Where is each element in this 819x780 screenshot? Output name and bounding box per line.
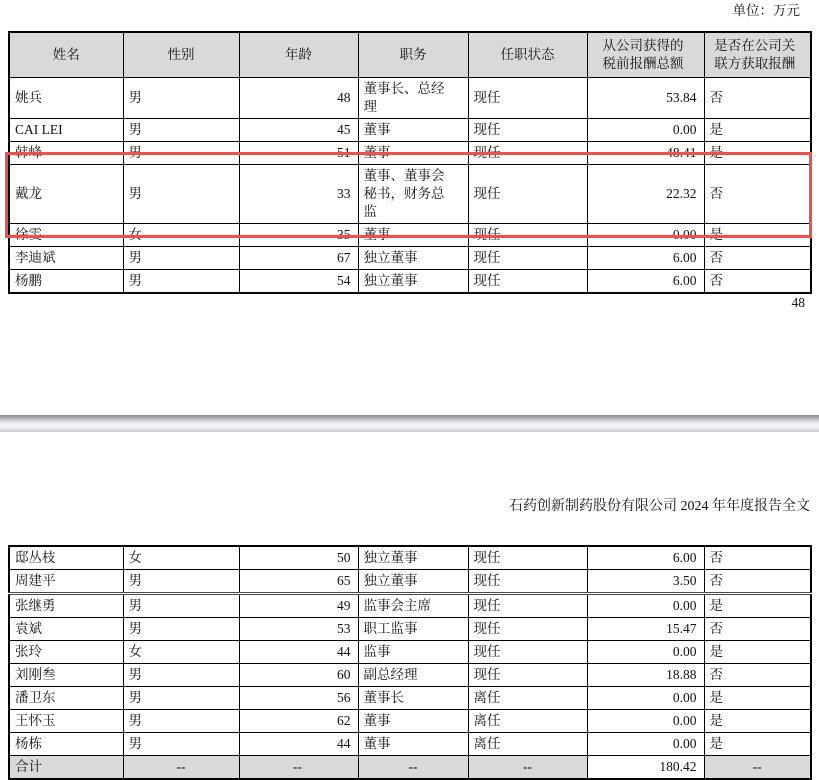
cell-gender — [123, 733, 239, 756]
cell-name — [9, 270, 123, 294]
cell-related — [704, 270, 811, 294]
cell-text: 韩峰 — [15, 145, 42, 160]
cell-text: 现任 — [473, 550, 501, 565]
cell-position — [358, 570, 468, 594]
cell-text: 姚兵 — [15, 90, 42, 105]
cell-text: 65 — [337, 573, 351, 588]
cell-pay — [587, 546, 704, 570]
cell-text: 否 — [709, 573, 723, 588]
cell-text: 否 — [709, 621, 723, 636]
cell-related — [704, 687, 811, 710]
cell-age — [239, 270, 358, 294]
cell-name — [9, 733, 123, 756]
cell-status — [468, 618, 587, 641]
cell-gender — [123, 78, 239, 119]
cell-pay — [587, 270, 704, 294]
cell-text: 现任 — [473, 667, 501, 682]
cell-text: 否 — [709, 250, 723, 265]
cell-position — [358, 224, 468, 247]
cell-text: 6.00 — [672, 550, 697, 565]
page-number: 48 — [791, 295, 805, 310]
cell-position — [358, 546, 468, 570]
cell-text: 现任 — [473, 273, 501, 288]
cell-related — [704, 78, 811, 119]
cell-age — [239, 618, 358, 641]
total-cell-status — [468, 756, 587, 780]
cell-text: 董事长、总经理 — [363, 81, 445, 114]
table-row — [9, 78, 811, 119]
cell-status — [468, 594, 587, 618]
cell-gender — [123, 224, 239, 247]
cell-text: -- — [523, 759, 532, 774]
cell-text: 王怀玉 — [15, 713, 56, 728]
cell-text: 53.84 — [666, 90, 697, 105]
cell-gender — [123, 142, 239, 165]
cell-text: 现任 — [473, 186, 501, 201]
cell-gender — [123, 664, 239, 687]
cell-gender — [123, 270, 239, 294]
cell-text: 男 — [128, 667, 142, 682]
cell-status — [468, 733, 587, 756]
table-row — [9, 570, 811, 594]
cell-text: 现任 — [473, 621, 501, 636]
cell-text: 独立董事 — [363, 573, 418, 588]
cell-gender — [123, 710, 239, 733]
cell-text: CAI LEI — [15, 122, 63, 137]
cell-text: 男 — [128, 621, 142, 636]
cell-text: 60 — [337, 667, 351, 682]
cell-text: 现任 — [473, 573, 501, 588]
cell-text: 独立董事 — [363, 273, 418, 288]
table-row — [9, 664, 811, 687]
cell-text: 0.00 — [672, 122, 697, 137]
cell-related — [704, 733, 811, 756]
cell-name — [9, 119, 123, 142]
cell-related — [704, 142, 811, 165]
table-row — [9, 142, 811, 165]
cell-text: 现任 — [473, 145, 501, 160]
cell-related — [704, 247, 811, 270]
cell-gender — [123, 119, 239, 142]
cell-related — [704, 119, 811, 142]
cell-age — [239, 664, 358, 687]
cell-text: 180.42 — [659, 759, 697, 774]
cell-text: 董事 — [363, 145, 391, 160]
cell-text: 董事 — [363, 227, 391, 242]
cell-text: 51 — [337, 145, 351, 160]
cell-text: 现任 — [473, 598, 501, 613]
cell-age — [239, 733, 358, 756]
cell-text: -- — [408, 759, 418, 774]
cell-text: 是 — [709, 598, 723, 613]
cell-age — [239, 594, 358, 618]
table-row — [9, 119, 811, 142]
cell-text: 张继勇 — [15, 598, 56, 613]
cell-text: 56 — [337, 690, 351, 705]
table-row — [9, 594, 811, 618]
table-row — [9, 687, 811, 710]
cell-text: 男 — [128, 145, 142, 160]
cell-pay — [587, 119, 704, 142]
cell-text: 杨栋 — [15, 736, 42, 751]
cell-related — [704, 224, 811, 247]
cell-text: 48 — [337, 90, 351, 105]
cell-text: 男 — [128, 250, 142, 265]
cell-text: 是 — [709, 122, 723, 137]
cell-status — [468, 641, 587, 664]
cell-text: 李迪斌 — [15, 250, 56, 265]
table-header-row — [9, 32, 811, 78]
cell-text: 否 — [709, 667, 723, 682]
cell-age — [239, 165, 358, 224]
cell-pay — [587, 570, 704, 594]
page-divider — [0, 415, 819, 432]
cell-gender — [123, 546, 239, 570]
cell-text: 54 — [337, 273, 351, 288]
cell-text: 否 — [709, 550, 723, 565]
cell-text: 副总经理 — [363, 667, 418, 682]
cell-related — [704, 570, 811, 594]
cell-status — [468, 687, 587, 710]
total-cell-related — [704, 756, 811, 780]
cell-position — [358, 618, 468, 641]
cell-gender — [123, 247, 239, 270]
column-header-status: 任职状态 — [468, 32, 587, 78]
cell-gender — [123, 165, 239, 224]
column-header-name: 姓名 — [9, 32, 123, 78]
total-cell-age — [239, 756, 358, 780]
table-row — [9, 641, 811, 664]
cell-gender — [123, 594, 239, 618]
cell-pay — [587, 224, 704, 247]
cell-pay — [587, 165, 704, 224]
cell-name — [9, 710, 123, 733]
cell-gender — [123, 618, 239, 641]
cell-name — [9, 570, 123, 594]
cell-text: 独立董事 — [363, 550, 418, 565]
cell-name — [9, 247, 123, 270]
cell-text: -- — [752, 759, 762, 774]
cell-name — [9, 78, 123, 119]
cell-position — [358, 687, 468, 710]
column-header-age: 年龄 — [239, 32, 358, 78]
cell-text: 0.00 — [672, 644, 697, 659]
cell-status — [468, 119, 587, 142]
cell-text: 现任 — [473, 250, 501, 265]
cell-text: 杨鹏 — [15, 273, 42, 288]
cell-name — [9, 546, 123, 570]
column-header-pretax-pay: 从公司获得的税前报酬总额 — [587, 32, 704, 78]
cell-text: 董事 — [363, 713, 391, 728]
cell-position — [358, 270, 468, 294]
cell-pay — [587, 594, 704, 618]
cell-text: 男 — [128, 713, 142, 728]
cell-age — [239, 546, 358, 570]
cell-text: 刘刚叁 — [15, 667, 56, 682]
cell-position — [358, 165, 468, 224]
cell-position — [358, 733, 468, 756]
cell-text: 董事、董事会秘书，财务总监 — [363, 168, 445, 219]
cell-text: 是 — [709, 690, 723, 705]
cell-age — [239, 641, 358, 664]
cell-age — [239, 119, 358, 142]
cell-text: 是 — [709, 227, 723, 242]
cell-text: 男 — [128, 573, 142, 588]
cell-text: 53 — [337, 621, 351, 636]
cell-related — [704, 546, 811, 570]
cell-name — [9, 687, 123, 710]
cell-text: 离任 — [473, 736, 501, 751]
cell-related — [704, 664, 811, 687]
cell-text: 职工监事 — [363, 621, 418, 636]
cell-text: -- — [176, 759, 186, 774]
cell-status — [468, 270, 587, 294]
table-row — [9, 247, 811, 270]
cell-text: 44 — [337, 736, 351, 751]
cell-text: 是 — [709, 713, 723, 728]
cell-pay — [587, 664, 704, 687]
cell-text: 董事 — [363, 122, 391, 137]
cell-related — [704, 594, 811, 618]
cell-text: 男 — [128, 273, 142, 288]
cell-text: 45 — [337, 122, 351, 137]
cell-position — [358, 142, 468, 165]
cell-age — [239, 570, 358, 594]
cell-age — [239, 142, 358, 165]
cell-gender — [123, 641, 239, 664]
cell-pay — [587, 618, 704, 641]
cell-text: 徐雯 — [15, 227, 42, 242]
cell-text: 18.88 — [666, 667, 697, 682]
cell-pay — [587, 78, 704, 119]
cell-text: 67 — [337, 250, 351, 265]
cell-position — [358, 119, 468, 142]
cell-pay — [587, 687, 704, 710]
cell-name — [9, 594, 123, 618]
cell-text: 独立董事 — [363, 250, 418, 265]
table-total-row — [9, 756, 811, 780]
cell-text: 现任 — [473, 227, 501, 242]
cell-text: 女 — [128, 550, 142, 565]
cell-status — [468, 664, 587, 687]
cell-status — [468, 247, 587, 270]
cell-text: 合计 — [15, 759, 42, 774]
table-row — [9, 710, 811, 733]
cell-text: 男 — [128, 736, 142, 751]
cell-text: 男 — [128, 186, 142, 201]
cell-text: 监事 — [363, 644, 391, 659]
cell-text: 6.00 — [672, 250, 697, 265]
cell-pay — [587, 641, 704, 664]
cell-status — [468, 165, 587, 224]
cell-name — [9, 641, 123, 664]
cell-status — [468, 224, 587, 247]
cell-position — [358, 641, 468, 664]
cell-text: 0.00 — [672, 598, 697, 613]
cell-status — [468, 78, 587, 119]
cell-name — [9, 224, 123, 247]
column-header-position: 职务 — [358, 32, 468, 78]
cell-text: 潘卫东 — [15, 690, 56, 705]
cell-status — [468, 546, 587, 570]
cell-text: 0.00 — [672, 713, 697, 728]
cell-text: 周建平 — [15, 573, 56, 588]
cell-text: 否 — [709, 273, 723, 288]
compensation-table-page1 — [8, 31, 812, 294]
cell-text: 48.41 — [666, 145, 697, 160]
cell-status — [468, 710, 587, 733]
cell-text: 离任 — [473, 690, 501, 705]
cell-text: 6.00 — [672, 273, 697, 288]
cell-age — [239, 687, 358, 710]
cell-age — [239, 224, 358, 247]
cell-text: 是 — [709, 145, 723, 160]
cell-text: 22.32 — [666, 186, 697, 201]
cell-age — [239, 247, 358, 270]
total-cell-name — [9, 756, 123, 780]
table-row — [9, 546, 811, 570]
cell-text: 否 — [709, 90, 723, 105]
cell-text: 女 — [128, 227, 142, 242]
cell-status — [468, 142, 587, 165]
cell-text: 否 — [709, 186, 723, 201]
cell-gender — [123, 570, 239, 594]
cell-pay — [587, 733, 704, 756]
cell-text: -- — [293, 759, 302, 774]
cell-text: 张玲 — [15, 644, 42, 659]
compensation-table-page2 — [8, 545, 812, 780]
cell-text: 62 — [337, 713, 351, 728]
cell-age — [239, 78, 358, 119]
cell-age — [239, 710, 358, 733]
total-cell-pay — [587, 756, 704, 780]
cell-pay — [587, 142, 704, 165]
cell-related — [704, 165, 811, 224]
cell-pay — [587, 710, 704, 733]
cell-related — [704, 641, 811, 664]
cell-position — [358, 78, 468, 119]
cell-position — [358, 710, 468, 733]
total-cell-gender — [123, 756, 239, 780]
cell-text: 女 — [128, 644, 142, 659]
report-header-title: 石药创新制药股份有限公司 2024 年年度报告全文 — [509, 499, 810, 514]
cell-text: 董事 — [363, 736, 391, 751]
table-row — [9, 224, 811, 247]
table-row — [9, 270, 811, 294]
table-row — [9, 733, 811, 756]
cell-text: 男 — [128, 122, 142, 137]
cell-text: 现任 — [473, 90, 501, 105]
cell-text: 董事长 — [363, 690, 404, 705]
column-header-related-party-pay: 是否在公司关联方获取报酬 — [704, 32, 811, 78]
cell-text: 监事会主席 — [363, 598, 431, 613]
cell-text: 0.00 — [672, 690, 697, 705]
cell-text: 戴龙 — [15, 186, 42, 201]
cell-text: 0.00 — [672, 736, 697, 751]
cell-related — [704, 618, 811, 641]
cell-position — [358, 664, 468, 687]
cell-text: 49 — [337, 598, 351, 613]
table-row — [9, 165, 811, 224]
cell-text: 袁斌 — [15, 621, 42, 636]
cell-position — [358, 247, 468, 270]
cell-text: 是 — [709, 736, 723, 751]
cell-text: 离任 — [473, 713, 501, 728]
column-header-gender: 性别 — [123, 32, 239, 78]
cell-text: 男 — [128, 598, 142, 613]
cell-name — [9, 618, 123, 641]
cell-text: 邸丛枝 — [15, 550, 56, 565]
cell-text: 44 — [337, 644, 351, 659]
cell-text: 是 — [709, 644, 723, 659]
cell-text: 男 — [128, 690, 142, 705]
cell-text: 男 — [128, 90, 142, 105]
cell-text: 33 — [337, 186, 351, 201]
total-cell-position — [358, 756, 468, 780]
cell-status — [468, 570, 587, 594]
cell-text: 35 — [337, 227, 351, 242]
cell-name — [9, 142, 123, 165]
cell-text: 现任 — [473, 122, 501, 137]
cell-text: 0.00 — [672, 227, 697, 242]
cell-pay — [587, 247, 704, 270]
cell-text: 3.50 — [672, 573, 697, 588]
cell-gender — [123, 687, 239, 710]
unit-label: 单位：万元 — [732, 3, 800, 18]
cell-text: 现任 — [473, 644, 501, 659]
table-row — [9, 618, 811, 641]
cell-name — [9, 165, 123, 224]
cell-text: 15.47 — [666, 621, 697, 636]
cell-position — [358, 594, 468, 618]
cell-text: 50 — [337, 550, 351, 565]
cell-name — [9, 664, 123, 687]
cell-related — [704, 710, 811, 733]
